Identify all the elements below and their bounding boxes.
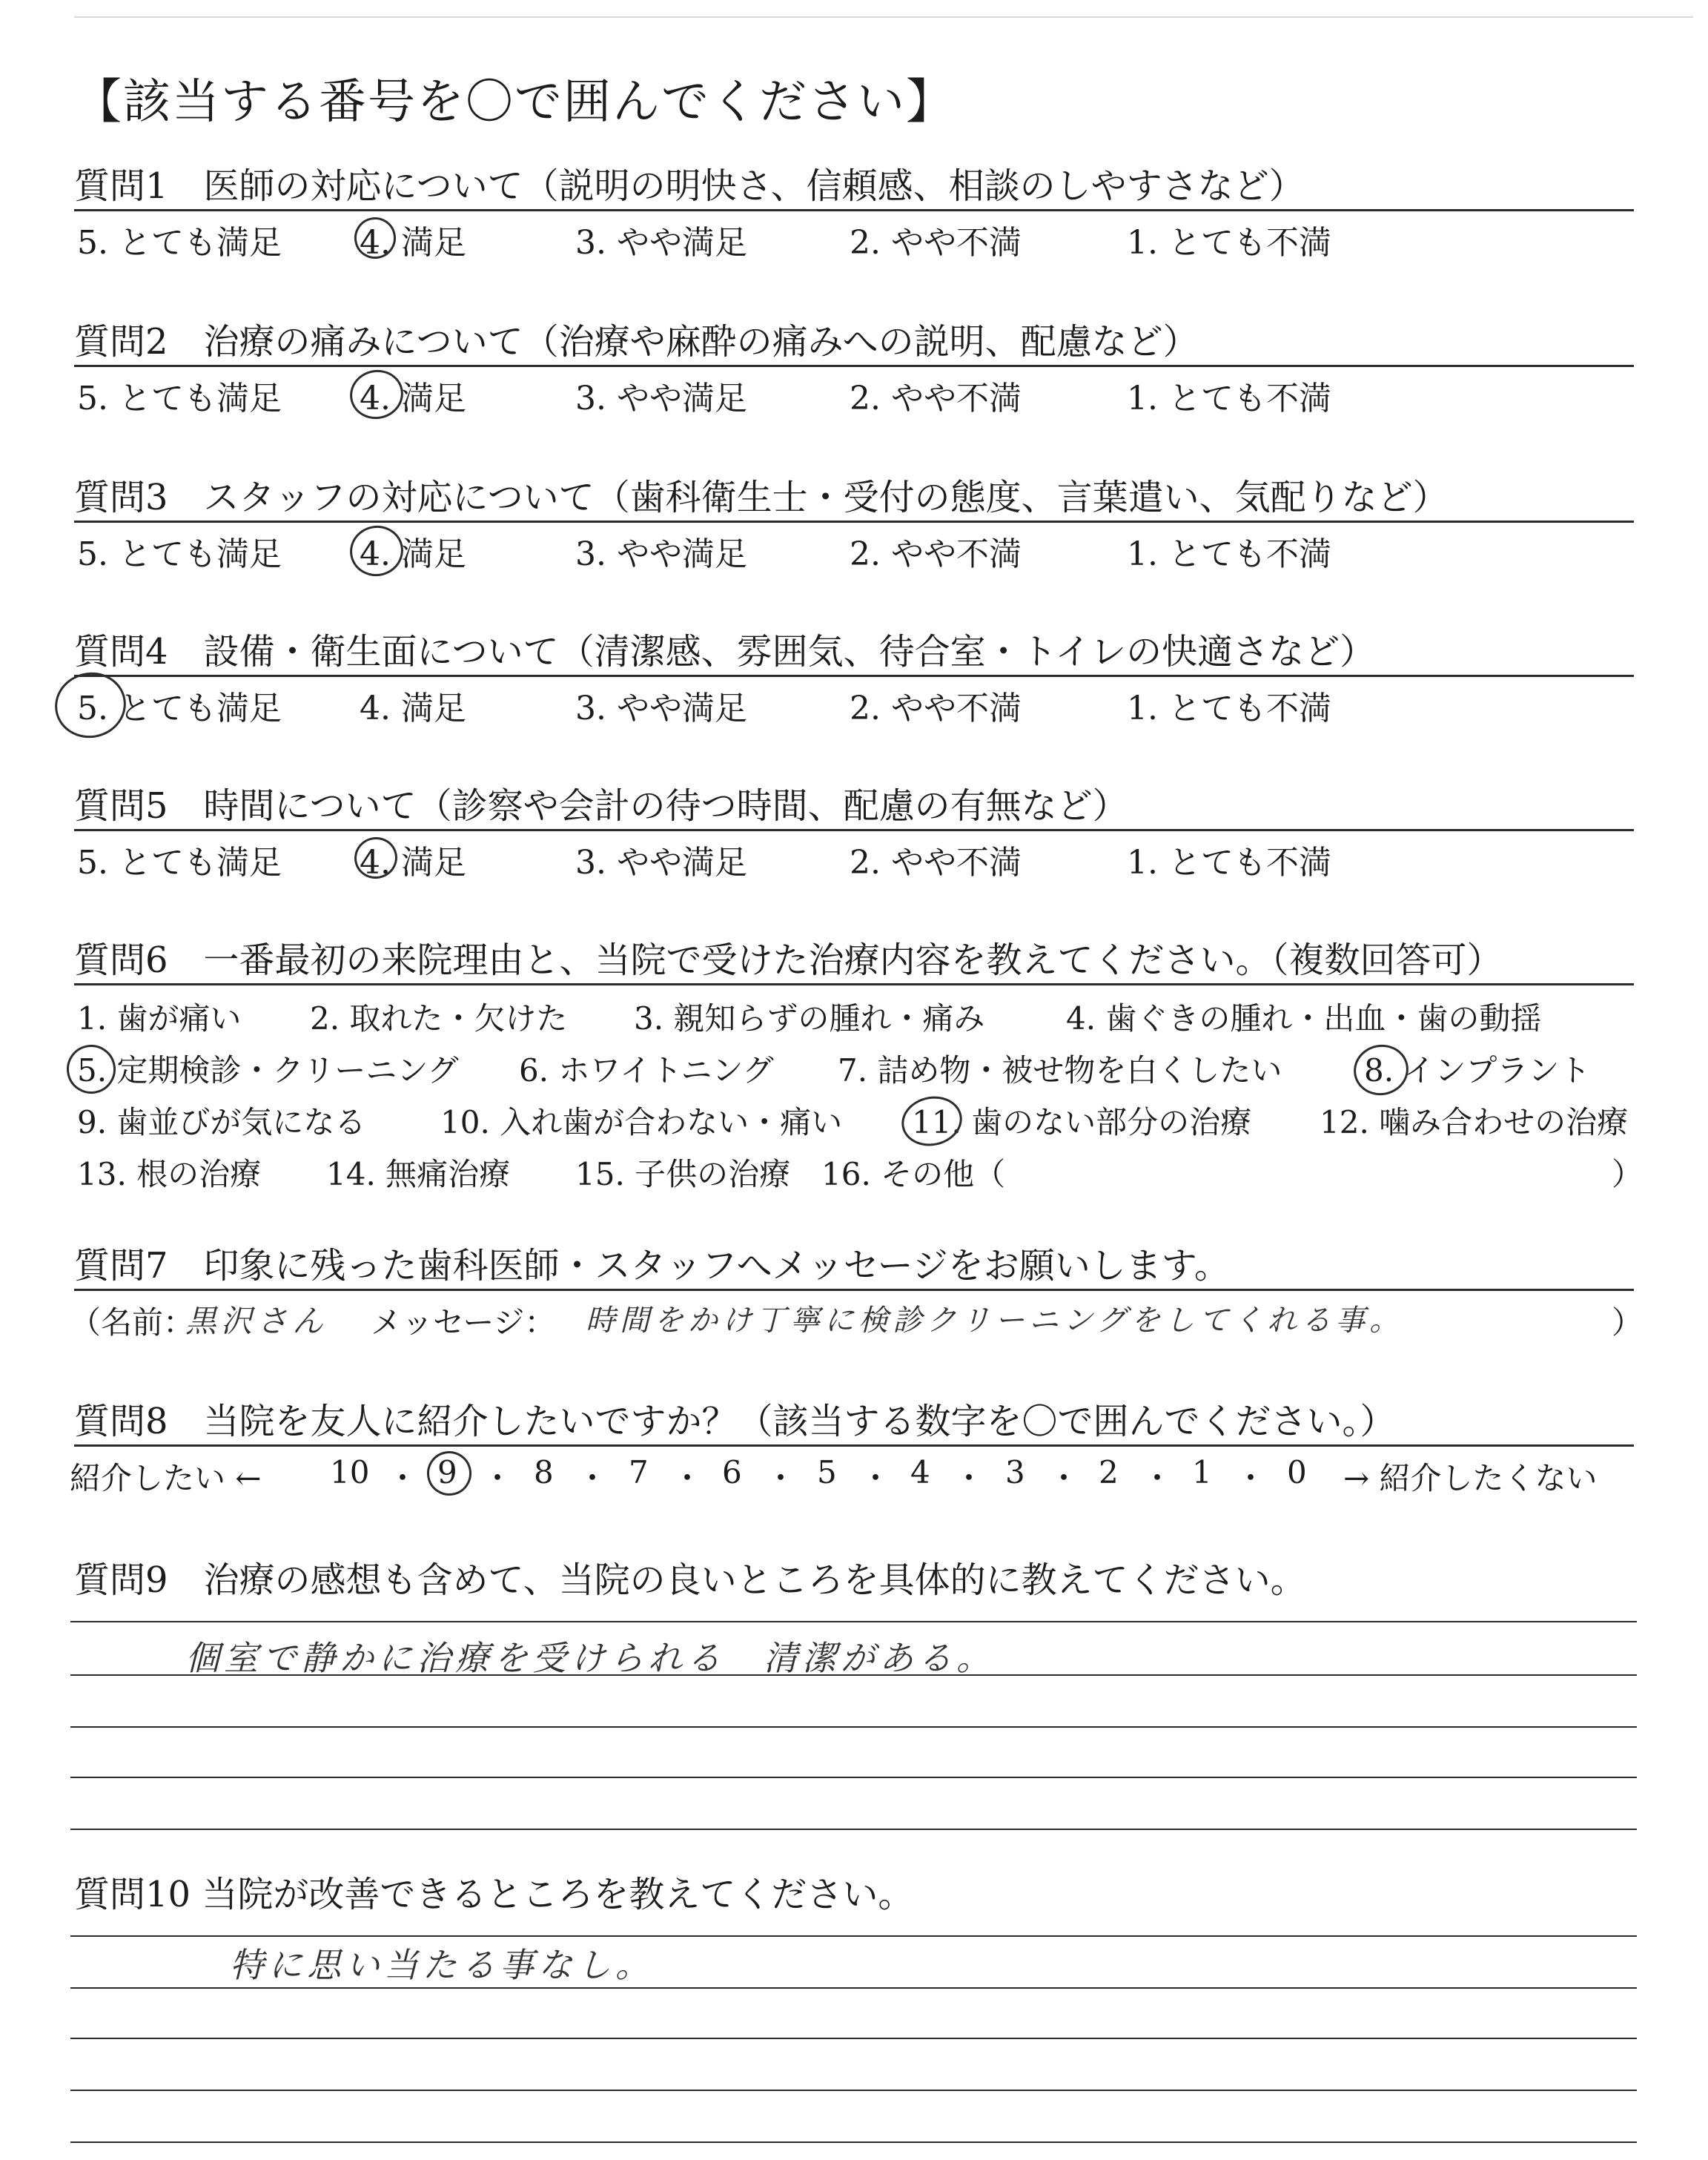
question-label: 質問1 医師の対応について（説明の明快さ、信頼感、相談のしやすさなど） (74, 165, 1305, 207)
question-label: 質問2 治療の痛みについて（治療や麻酔の痛みへの説明、配慮など） (74, 321, 1199, 363)
reason-12[interactable]: 12. 噛み合わせの治療 (1320, 1104, 1629, 1140)
reason-options (74, 985, 1644, 1200)
option-2[interactable]: 2. やや不満 (850, 380, 1022, 417)
option-4[interactable]: 4. 満足 (360, 380, 466, 417)
message-close-paren: ） (1612, 1304, 1644, 1341)
q10-answer[interactable]: 特に思い当たる事なし。 (230, 1945, 654, 1985)
question-10 (74, 1872, 1634, 1918)
rating-options (74, 523, 1634, 575)
message-label: メッセージ： (371, 1304, 556, 1341)
scale-0[interactable]: 0 (1287, 1454, 1307, 1490)
option-4[interactable]: 4. 満足 (360, 690, 466, 727)
option-5[interactable]: 5. とても満足 (77, 535, 282, 573)
question-7 (70, 1243, 1644, 1350)
option-5[interactable]: 5. とても満足 (77, 690, 282, 727)
answer-line (70, 2141, 1637, 2143)
option-2[interactable]: 2. やや不満 (850, 844, 1022, 882)
option-3[interactable]: 3. やや満足 (575, 535, 747, 573)
question-5 (74, 783, 1634, 883)
top-border (74, 16, 1693, 18)
option-1[interactable]: 1. とても不満 (1127, 844, 1331, 882)
option-2[interactable]: 2. やや不満 (850, 535, 1022, 573)
answer-line (70, 1621, 1637, 1622)
question-2 (74, 319, 1634, 419)
scale-8[interactable]: 8 (534, 1454, 554, 1490)
question-label: 質問3 スタッフの対応について（歯科衛生士・受付の態度、言葉遣い、気配りなど） (74, 477, 1449, 518)
rating-options (74, 677, 1634, 729)
question-4 (74, 629, 1634, 729)
question-9 (74, 1557, 1634, 1603)
question-label: 質問10 当院が改善できるところを教えてください。 (74, 1874, 914, 1915)
option-1[interactable]: 1. とても不満 (1127, 224, 1331, 262)
message-line (70, 1291, 1644, 1350)
answer-line (70, 1987, 1637, 1989)
scale-2[interactable]: 2 (1099, 1454, 1119, 1490)
option-4[interactable]: 4. 満足 (360, 224, 466, 262)
page-title: 【該当する番号を〇で囲んでください】 (74, 75, 955, 130)
reason-8[interactable]: 8. インプラント (1364, 1052, 1591, 1089)
scale-separator: ・ (1048, 1460, 1080, 1496)
message-value[interactable]: 時間をかけ丁寧に検診クリーニングをしてくれる事。 (586, 1304, 1404, 1338)
answer-line (70, 2038, 1637, 2039)
question-3 (74, 475, 1634, 575)
scale-10[interactable]: 10 (330, 1454, 370, 1490)
reason-16[interactable]: 16. その他（ (821, 1156, 1006, 1192)
option-3[interactable]: 3. やや満足 (575, 380, 747, 417)
reason-10[interactable]: 10. 入れ歯が合わない・痛い (440, 1104, 843, 1140)
reason-2[interactable]: 2. 取れた・欠けた (310, 1000, 568, 1037)
reason-16-close-paren: ） (1612, 1156, 1644, 1192)
rating-options (74, 831, 1634, 883)
scale-separator: ・ (672, 1460, 704, 1496)
answer-line (70, 1674, 1637, 1676)
scale-7[interactable]: 7 (629, 1454, 649, 1490)
reason-15[interactable]: 15. 子供の治療 (575, 1156, 791, 1192)
scale-separator: ・ (860, 1460, 892, 1496)
question-label: 質問6 一番最初の来院理由と、当院で受けた治療内容を教えてください。（複数回答可） (74, 939, 1503, 981)
option-4[interactable]: 4. 満足 (360, 535, 466, 573)
option-3[interactable]: 3. やや満足 (575, 224, 747, 262)
answer-line (70, 1829, 1637, 1830)
reason-6[interactable]: 6. ホワイトニング (519, 1052, 774, 1089)
reason-5[interactable]: 5. 定期検診・クリーニング (77, 1052, 459, 1089)
option-4[interactable]: 4. 満足 (360, 844, 466, 882)
scale-4[interactable]: 4 (910, 1454, 930, 1490)
reason-13[interactable]: 13. 根の治療 (77, 1156, 262, 1192)
option-3[interactable]: 3. やや満足 (575, 844, 747, 882)
answer-line (70, 1726, 1637, 1728)
scale-1[interactable]: 1 (1192, 1454, 1212, 1490)
reason-9[interactable]: 9. 歯並びが気になる (77, 1104, 366, 1140)
scale-separator: ・ (1235, 1460, 1267, 1496)
answer-line (70, 2090, 1637, 2091)
option-1[interactable]: 1. とても不満 (1127, 535, 1331, 573)
reason-1[interactable]: 1. 歯が痛い (77, 1000, 242, 1037)
reason-11[interactable]: 11. 歯のない部分の治療 (912, 1104, 1252, 1140)
name-value[interactable]: 黒沢さん (185, 1303, 328, 1339)
scale-separator: ・ (387, 1460, 419, 1496)
scale-separator: ・ (953, 1460, 985, 1496)
question-label: 質問8 当院を友人に紹介したいですか？（該当する数字を〇で囲んでください。） (74, 1401, 1396, 1442)
question-label: 質問4 設備・衛生面について（清潔感、雰囲気、待合室・トイレの快適さなど） (74, 631, 1376, 673)
reason-4[interactable]: 4. 歯ぐきの腫れ・出血・歯の動揺 (1066, 1000, 1542, 1037)
option-2[interactable]: 2. やや不満 (850, 690, 1022, 727)
selected-circle-9 (423, 1447, 475, 1499)
option-1[interactable]: 1. とても不満 (1127, 690, 1331, 727)
scale-3[interactable]: 3 (1005, 1454, 1025, 1490)
option-1[interactable]: 1. とても不満 (1127, 380, 1331, 417)
answer-line (70, 1777, 1637, 1778)
option-3[interactable]: 3. やや満足 (575, 690, 747, 727)
option-5[interactable]: 5. とても満足 (77, 844, 282, 882)
question-6 (74, 937, 1644, 1200)
question-label: 質問9 治療の感想も含めて、当院の良いところを具体的に教えてください。 (74, 1559, 1306, 1601)
question-1 (74, 163, 1634, 263)
question-label: 質問7 印象に残った歯科医師・スタッフへメッセージをお願いします。 (74, 1245, 1230, 1287)
scale-separator: ・ (577, 1460, 609, 1496)
scale-right-label: → 紹介したくない (1343, 1460, 1598, 1496)
reason-3[interactable]: 3. 親知らずの腫れ・痛み (634, 1000, 985, 1037)
scale-9[interactable]: 9 (437, 1454, 457, 1490)
option-5[interactable]: 5. とても満足 (77, 224, 282, 262)
rating-options (74, 211, 1634, 263)
question-label: 質問5 時間について（診察や会計の待つ時間、配慮の有無など） (74, 785, 1128, 827)
name-label: （名前： (70, 1304, 195, 1341)
q9-answer[interactable]: 個室で静かに治療を受けられる 清潔がある。 (185, 1638, 995, 1678)
question-8 (70, 1398, 1634, 1506)
answer-line (70, 1935, 1637, 1937)
scale-separator: ・ (1142, 1460, 1174, 1496)
scale-6[interactable]: 6 (722, 1454, 742, 1490)
selected-circle (49, 666, 132, 744)
scale-separator: ・ (765, 1460, 797, 1496)
recommend-scale (70, 1447, 1634, 1506)
scale-5[interactable]: 5 (817, 1454, 837, 1490)
scale-separator: ・ (482, 1460, 514, 1496)
reason-14[interactable]: 14. 無痛治療 (326, 1156, 511, 1192)
option-5[interactable]: 5. とても満足 (77, 380, 282, 417)
option-2[interactable]: 2. やや不満 (850, 224, 1022, 262)
scale-left-label: 紹介したい ← (70, 1460, 262, 1496)
rating-options (74, 367, 1634, 419)
reason-7[interactable]: 7. 詰め物・被せ物を白くしたい (838, 1052, 1282, 1089)
